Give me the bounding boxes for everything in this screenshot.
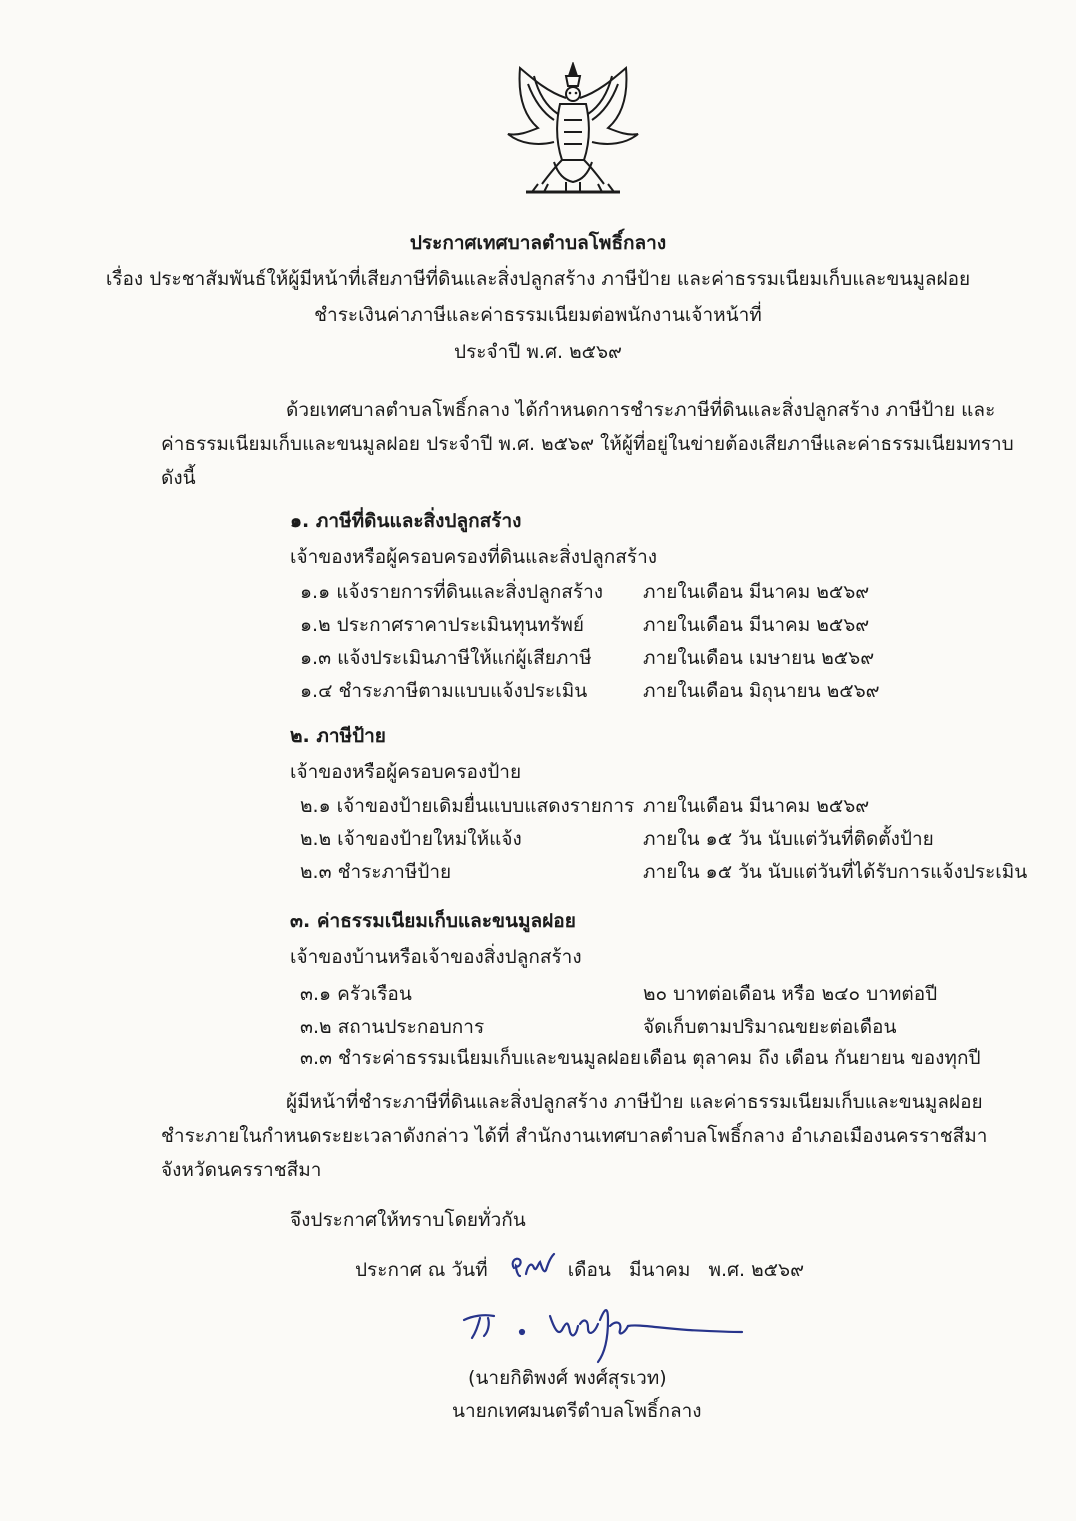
schedule-item-label: ๓.๓ ชำระค่าธรรมเนียมเก็บและขนมูลฝอย: [300, 1047, 642, 1069]
paragraph-line: ดังนี้: [161, 467, 196, 489]
subject-line: ชำระเงินค่าภาษีและค่าธรรมเนียมต่อพนักงานเจ้าหน้าที่: [314, 304, 762, 326]
section-heading: ๒. ภาษีป้าย: [290, 725, 386, 747]
intro-paragraph: [161, 393, 1014, 495]
schedule-item-label: ๑.๑ แจ้งรายการที่ดินและสิ่งปลูกสร้าง: [300, 581, 604, 603]
schedule-item-period: ๒๐ บาทต่อเดือน หรือ ๒๔๐ บาทต่อปี: [643, 983, 938, 1005]
schedule-item-label: ๑.๒ ประกาศราคาประเมินทุนทรัพย์: [300, 614, 584, 636]
schedule-item-period: ภายใน ๑๕ วัน นับแต่วันที่ติดตั้งป้าย: [643, 828, 934, 850]
paragraph-line: ชำระภายในกำหนดระยะเวลาดังกล่าว ได้ที่ สำนักงานเทศบาลตำบลโพธิ์กลาง อำเภอเมืองนครราชสีมา: [161, 1125, 988, 1147]
signature-icon: [458, 1290, 748, 1365]
section-subheading: เจ้าของหรือผู้ครอบครองที่ดินและสิ่งปลูกสร้าง: [290, 546, 658, 568]
paragraph-line: ค่าธรรมเนียมเก็บและขนมูลฝอย ประจำปี พ.ศ. ๒๕๖๙ ให้ผู้ที่อยู่ในข่ายต้องเสียภาษีและค่าธรรมเนียมทราบ: [161, 433, 1014, 455]
date-month-label: เดือน: [567, 1259, 611, 1281]
schedule-item-label: ๓.๒ สถานประกอบการ: [300, 1016, 485, 1038]
schedule-item-label: ๒.๒ เจ้าของป้ายใหม่ให้แจ้ง: [300, 828, 522, 850]
date-month: มีนาคม: [628, 1259, 691, 1281]
schedule-item-period: ภายใน ๑๕ วัน นับแต่วันที่ได้รับการแจ้งประเมิน: [643, 861, 1028, 883]
signer-title: นายกเทศมนตรีตำบลโพธิ์กลาง: [452, 1400, 702, 1422]
schedule-item-period: เดือน ตุลาคม ถึง เดือน กันยายน ของทุกปี: [643, 1047, 981, 1069]
schedule-item-label: ๓.๑ ครัวเรือน: [300, 983, 412, 1005]
garuda-emblem-icon: [498, 62, 648, 212]
subject-year: ประจำปี พ.ศ. ๒๕๖๙: [454, 341, 622, 363]
schedule-item-label: ๑.๔ ชำระภาษีตามแบบแจ้งประเมิน: [300, 680, 588, 702]
schedule-item-period: ภายในเดือน มิถุนายน ๒๕๖๙: [643, 680, 880, 702]
section-heading: ๑. ภาษีที่ดินและสิ่งปลูกสร้าง: [290, 510, 522, 532]
schedule-item-period: ภายในเดือน มีนาคม ๒๕๖๙: [643, 795, 870, 817]
handwritten-day-icon: [506, 1250, 556, 1280]
section-heading: ๓. ค่าธรรมเนียมเก็บและขนมูลฝอย: [290, 910, 576, 932]
closing-paragraph: [161, 1085, 988, 1187]
schedule-item-period: ภายในเดือน มีนาคม ๒๕๖๙: [643, 614, 870, 636]
schedule-item-label: ๒.๑ เจ้าของป้ายเดิมยื่นแบบแสดงรายการ: [300, 795, 635, 817]
signer-name: (นายกิติพงศ์ พงศ์สุรเวท): [468, 1367, 667, 1389]
announcement-title: ประกาศเทศบาลตำบลโพธิ์กลาง: [409, 232, 667, 254]
schedule-item-period: จัดเก็บตามปริมาณขยะต่อเดือน: [643, 1016, 897, 1038]
paragraph-line: จังหวัดนครราชสีมา: [161, 1159, 322, 1181]
schedule-item-label: ๑.๓ แจ้งประเมินภาษีให้แก่ผู้เสียภาษี: [300, 647, 592, 669]
announcement-line: จึงประกาศให้ทราบโดยทั่วกัน: [290, 1209, 526, 1231]
schedule-item-label: ๒.๓ ชำระภาษีป้าย: [300, 861, 452, 883]
subject-line: เรื่อง ประชาสัมพันธ์ให้ผู้มีหน้าที่เสียภาษีที่ดินและสิ่งปลูกสร้าง ภาษีป้าย และค่าธรรมเนียมเก็บและขนมูลฝอย: [105, 268, 971, 290]
paragraph-line: ผู้มีหน้าที่ชำระภาษีที่ดินและสิ่งปลูกสร้าง ภาษีป้าย และค่าธรรมเนียมเก็บและขนมูลฝอย: [286, 1091, 983, 1113]
schedule-item-period: ภายในเดือน มีนาคม ๒๕๖๙: [643, 581, 870, 603]
date-prefix: ประกาศ ณ วันที่: [355, 1259, 488, 1281]
announcement-date: [355, 1250, 816, 1285]
section-subheading: เจ้าของหรือผู้ครอบครองป้าย: [290, 761, 522, 783]
date-year: พ.ศ. ๒๕๖๙: [708, 1259, 805, 1281]
section-subheading: เจ้าของบ้านหรือเจ้าของสิ่งปลูกสร้าง: [290, 946, 582, 968]
paragraph-line: ด้วยเทศบาลตำบลโพธิ์กลาง ได้กำหนดการชำระภาษีที่ดินและสิ่งปลูกสร้าง ภาษีป้าย และ: [286, 399, 996, 421]
schedule-item-period: ภายในเดือน เมษายน ๒๕๖๙: [643, 647, 875, 669]
